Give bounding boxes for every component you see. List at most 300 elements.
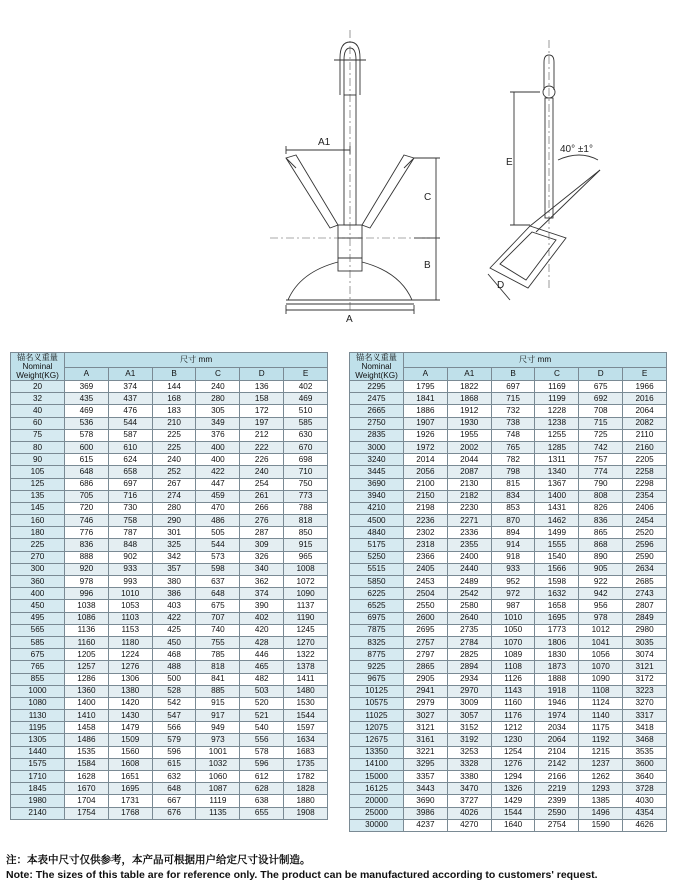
table-row bbox=[11, 515, 328, 527]
table-row bbox=[11, 697, 328, 709]
dimension-cell: 1480 bbox=[284, 685, 328, 697]
dimension-cell: 902 bbox=[108, 551, 152, 563]
dimension-cell: 1886 bbox=[404, 405, 448, 417]
dimension-cell: 3270 bbox=[623, 697, 667, 709]
dimension-cell: 1224 bbox=[108, 649, 152, 661]
dimension-cell: 276 bbox=[240, 515, 284, 527]
table-row bbox=[350, 527, 667, 539]
dimension-cell: 566 bbox=[152, 722, 196, 734]
table-row bbox=[350, 795, 667, 807]
dimension-cell: 1499 bbox=[535, 527, 579, 539]
dimension-cell: 488 bbox=[152, 661, 196, 673]
dimension-cell: 1286 bbox=[65, 673, 109, 685]
dimension-cell: 2634 bbox=[623, 563, 667, 575]
weight-cell: 450 bbox=[11, 600, 65, 612]
weight-cell: 40 bbox=[11, 405, 65, 417]
dimension-cell: 420 bbox=[240, 624, 284, 636]
dimension-cell: 2894 bbox=[447, 661, 491, 673]
dimension-cell: 309 bbox=[240, 539, 284, 551]
dimension-cell: 390 bbox=[240, 600, 284, 612]
dimension-cell: 136 bbox=[240, 381, 284, 393]
table-row bbox=[11, 636, 328, 648]
dimension-cell: 1126 bbox=[491, 673, 535, 685]
col-header: C bbox=[196, 367, 240, 380]
weight-cell: 15000 bbox=[350, 771, 404, 783]
dimension-cell: 3223 bbox=[623, 685, 667, 697]
weight-cell: 675 bbox=[11, 649, 65, 661]
col-header: B bbox=[491, 367, 535, 380]
dimension-cell: 1285 bbox=[535, 441, 579, 453]
dimension-cell: 815 bbox=[491, 478, 535, 490]
dimension-cell: 834 bbox=[491, 490, 535, 502]
dimension-cell: 757 bbox=[579, 454, 623, 466]
dimension-cell: 1907 bbox=[404, 417, 448, 429]
dimension-cell: 362 bbox=[240, 576, 284, 588]
dimension-cell: 3690 bbox=[404, 795, 448, 807]
dimension-cell: 1830 bbox=[535, 649, 579, 661]
weight-cell: 3445 bbox=[350, 466, 404, 478]
dimension-cell: 949 bbox=[196, 722, 240, 734]
dimension-cell: 740 bbox=[196, 624, 240, 636]
dimension-cell: 2056 bbox=[404, 466, 448, 478]
dimension-cell: 1828 bbox=[284, 783, 328, 795]
table-row bbox=[11, 429, 328, 441]
dimension-cell: 1008 bbox=[284, 563, 328, 575]
dimension-cell: 978 bbox=[65, 576, 109, 588]
dimension-cell: 632 bbox=[152, 771, 196, 783]
dimension-cell: 2130 bbox=[447, 478, 491, 490]
dimension-cell: 1806 bbox=[535, 636, 579, 648]
dimension-cell: 596 bbox=[152, 746, 196, 758]
dimension-cell: 1136 bbox=[65, 624, 109, 636]
table-row bbox=[11, 502, 328, 514]
dimension-cell: 342 bbox=[152, 551, 196, 563]
dimension-cell: 2542 bbox=[447, 588, 491, 600]
dimension-cell: 715 bbox=[579, 417, 623, 429]
dimension-cell: 787 bbox=[108, 527, 152, 539]
dimension-cell: 2236 bbox=[404, 515, 448, 527]
dimension-cell: 1032 bbox=[196, 758, 240, 770]
dimension-cell: 4626 bbox=[623, 819, 667, 831]
dimension-cell: 2980 bbox=[623, 624, 667, 636]
dimension-cell: 3074 bbox=[623, 649, 667, 661]
dimension-cell: 450 bbox=[152, 636, 196, 648]
weight-cell: 32 bbox=[11, 393, 65, 405]
weight-cell: 1305 bbox=[11, 734, 65, 746]
dimension-cell: 1262 bbox=[579, 771, 623, 783]
table-row bbox=[350, 819, 667, 831]
table-row bbox=[11, 758, 328, 770]
dimension-cell: 1380 bbox=[108, 685, 152, 697]
dimension-cell: 2797 bbox=[404, 649, 448, 661]
dimension-cell: 648 bbox=[196, 588, 240, 600]
dimension-cell: 1276 bbox=[108, 661, 152, 673]
dimension-cell: 2082 bbox=[623, 417, 667, 429]
weight-cell: 1845 bbox=[11, 783, 65, 795]
dimension-cell: 1400 bbox=[535, 490, 579, 502]
dimension-cell: 1086 bbox=[65, 612, 109, 624]
dimension-cell: 1544 bbox=[284, 710, 328, 722]
table-row bbox=[350, 576, 667, 588]
dimension-cell: 2640 bbox=[447, 612, 491, 624]
label-a1: A1 bbox=[318, 137, 331, 148]
dimension-cell: 973 bbox=[196, 734, 240, 746]
dimension-cell: 240 bbox=[196, 381, 240, 393]
weight-cell: 270 bbox=[11, 551, 65, 563]
dimension-cell: 446 bbox=[240, 649, 284, 661]
dimension-cell: 274 bbox=[152, 490, 196, 502]
dimension-cell: 578 bbox=[65, 429, 109, 441]
dimension-cell: 1841 bbox=[404, 393, 448, 405]
col-header: A bbox=[404, 367, 448, 380]
dimension-cell: 2489 bbox=[447, 576, 491, 588]
weight-cell: 90 bbox=[11, 454, 65, 466]
dimension-cell: 774 bbox=[579, 466, 623, 478]
dimension-cell: 1175 bbox=[579, 722, 623, 734]
weight-cell: 4840 bbox=[350, 527, 404, 539]
dimension-cell: 503 bbox=[240, 685, 284, 697]
dimension-cell: 3027 bbox=[404, 710, 448, 722]
dimension-cell: 1293 bbox=[579, 783, 623, 795]
table-row bbox=[350, 563, 667, 575]
dimension-cell: 386 bbox=[152, 588, 196, 600]
weight-cell: 4500 bbox=[350, 515, 404, 527]
dimension-cell: 765 bbox=[491, 441, 535, 453]
dimension-cell: 748 bbox=[491, 429, 535, 441]
dimension-cell: 1754 bbox=[65, 807, 109, 819]
dimension-cell: 1089 bbox=[491, 649, 535, 661]
dimension-cell: 705 bbox=[65, 490, 109, 502]
weight-cell: 1080 bbox=[11, 697, 65, 709]
weight-cell: 400 bbox=[11, 588, 65, 600]
dimension-cell: 240 bbox=[152, 454, 196, 466]
dimension-cell: 585 bbox=[284, 417, 328, 429]
dimension-cell: 325 bbox=[152, 539, 196, 551]
dimension-cell: 4354 bbox=[623, 807, 667, 819]
dimension-cell: 225 bbox=[152, 429, 196, 441]
dimension-cell: 692 bbox=[579, 393, 623, 405]
header-weight: 锚名义重量 Nominal Weight(KG) bbox=[350, 353, 404, 381]
dimension-cell: 1584 bbox=[65, 758, 109, 770]
dimension-cell: 848 bbox=[108, 539, 152, 551]
dimension-cell: 600 bbox=[65, 441, 109, 453]
dimension-cell: 3192 bbox=[447, 734, 491, 746]
weight-cell: 565 bbox=[11, 624, 65, 636]
dimension-cell: 2941 bbox=[404, 685, 448, 697]
dimension-cell: 1966 bbox=[623, 381, 667, 393]
anchor-crown bbox=[338, 225, 362, 271]
dimension-cell: 1311 bbox=[535, 454, 579, 466]
label-angle: 40° ±1° bbox=[560, 144, 593, 155]
dimension-cell: 1294 bbox=[491, 771, 535, 783]
dimension-cell: 2695 bbox=[404, 624, 448, 636]
dimension-cell: 1509 bbox=[108, 734, 152, 746]
dimension-cell: 1735 bbox=[284, 758, 328, 770]
dimension-cell: 836 bbox=[65, 539, 109, 551]
dimension-cell: 1070 bbox=[491, 636, 535, 648]
dimension-cell: 183 bbox=[152, 405, 196, 417]
dimension-cell: 917 bbox=[196, 710, 240, 722]
dimension-cell: 637 bbox=[196, 576, 240, 588]
dimension-cell: 2440 bbox=[447, 563, 491, 575]
weight-cell: 360 bbox=[11, 576, 65, 588]
dimension-cell: 2590 bbox=[535, 807, 579, 819]
table-row bbox=[11, 795, 328, 807]
dimension-cell: 2142 bbox=[535, 758, 579, 770]
dimension-cell: 380 bbox=[152, 576, 196, 588]
weight-cell: 105 bbox=[11, 466, 65, 478]
dimension-cell: 2014 bbox=[404, 454, 448, 466]
dimension-cell: 340 bbox=[240, 563, 284, 575]
dimension-cell: 402 bbox=[240, 612, 284, 624]
weight-cell: 2665 bbox=[350, 405, 404, 417]
dimension-cell: 267 bbox=[152, 478, 196, 490]
dimension-cell: 2198 bbox=[404, 502, 448, 514]
col-header: C bbox=[535, 367, 579, 380]
dimension-cell: 1199 bbox=[535, 393, 579, 405]
dimension-cell: 468 bbox=[152, 649, 196, 661]
dimension-cell: 2865 bbox=[404, 661, 448, 673]
dimension-cell: 933 bbox=[491, 563, 535, 575]
weight-cell: 5850 bbox=[350, 576, 404, 588]
dimension-cell: 667 bbox=[152, 795, 196, 807]
dimension-cell: 1479 bbox=[108, 722, 152, 734]
dimension-cell: 1228 bbox=[535, 405, 579, 417]
dimension-cell: 1090 bbox=[579, 673, 623, 685]
dimension-cell: 1731 bbox=[108, 795, 152, 807]
dimension-cell: 374 bbox=[240, 588, 284, 600]
dimension-cell: 1367 bbox=[535, 478, 579, 490]
weight-cell: 160 bbox=[11, 515, 65, 527]
dimension-cell: 1946 bbox=[535, 697, 579, 709]
dimension-cell: 1555 bbox=[535, 539, 579, 551]
dimension-cell: 1873 bbox=[535, 661, 579, 673]
dimension-cell: 1205 bbox=[65, 649, 109, 661]
table-row bbox=[350, 783, 667, 795]
weight-cell: 25000 bbox=[350, 807, 404, 819]
weight-cell: 135 bbox=[11, 490, 65, 502]
weight-cell: 20 bbox=[11, 381, 65, 393]
dimension-cell: 1255 bbox=[535, 429, 579, 441]
dimension-cell: 2150 bbox=[404, 490, 448, 502]
dimension-cell: 3057 bbox=[447, 710, 491, 722]
dimension-cell: 528 bbox=[152, 685, 196, 697]
dimension-cell: 3121 bbox=[623, 661, 667, 673]
dimension-cell: 732 bbox=[491, 405, 535, 417]
dimension-cell: 3328 bbox=[447, 758, 491, 770]
dimension-cell: 1190 bbox=[284, 612, 328, 624]
dimension-cell: 3121 bbox=[404, 722, 448, 734]
dimension-cell: 1103 bbox=[108, 612, 152, 624]
table-row bbox=[350, 746, 667, 758]
table-row bbox=[350, 771, 667, 783]
table-row bbox=[350, 600, 667, 612]
dimension-cell: 638 bbox=[240, 795, 284, 807]
dimension-cell: 2230 bbox=[447, 502, 491, 514]
dimension-cell: 725 bbox=[579, 429, 623, 441]
dimension-cell: 2970 bbox=[447, 685, 491, 697]
dimension-cell: 798 bbox=[491, 466, 535, 478]
dimension-cell: 1070 bbox=[579, 661, 623, 673]
dimension-cell: 1868 bbox=[447, 393, 491, 405]
weight-cell: 5515 bbox=[350, 563, 404, 575]
note-english: Note: The sizes of this table are for reference only. The product can be manufactured according to customers' request. bbox=[6, 869, 598, 881]
dimension-cell: 400 bbox=[196, 454, 240, 466]
dimension-cell: 469 bbox=[65, 405, 109, 417]
dimension-cell: 1192 bbox=[579, 734, 623, 746]
dimension-cell: 628 bbox=[240, 783, 284, 795]
dimension-cell: 1704 bbox=[65, 795, 109, 807]
dimension-cell: 1658 bbox=[535, 600, 579, 612]
dimension-cell: 240 bbox=[240, 466, 284, 478]
weight-cell: 1440 bbox=[11, 746, 65, 758]
dimension-cell: 742 bbox=[579, 441, 623, 453]
table-row bbox=[350, 734, 667, 746]
dimension-cell: 624 bbox=[108, 454, 152, 466]
dimension-cell: 698 bbox=[284, 454, 328, 466]
weight-cell: 300 bbox=[11, 563, 65, 575]
table-row bbox=[11, 405, 328, 417]
table-row bbox=[350, 393, 667, 405]
dimension-cell: 915 bbox=[196, 697, 240, 709]
weight-cell: 855 bbox=[11, 673, 65, 685]
dimension-cell: 305 bbox=[196, 405, 240, 417]
dimension-cell: 349 bbox=[196, 417, 240, 429]
dimension-cell: 1930 bbox=[447, 417, 491, 429]
dimension-cell: 428 bbox=[240, 636, 284, 648]
dimension-cell: 1385 bbox=[579, 795, 623, 807]
dimension-cell: 1496 bbox=[579, 807, 623, 819]
dimension-cell: 1628 bbox=[65, 771, 109, 783]
dimension-cell: 3009 bbox=[447, 697, 491, 709]
table-row bbox=[11, 478, 328, 490]
dimension-cell: 612 bbox=[240, 771, 284, 783]
dimension-cell: 2044 bbox=[447, 454, 491, 466]
dimension-cell: 476 bbox=[108, 405, 152, 417]
table-row bbox=[350, 405, 667, 417]
dimension-cell: 1768 bbox=[108, 807, 152, 819]
weight-cell: 13350 bbox=[350, 746, 404, 758]
dimension-cell: 2016 bbox=[623, 393, 667, 405]
dimension-cell: 3468 bbox=[623, 734, 667, 746]
dimension-cell: 1160 bbox=[491, 697, 535, 709]
dimension-cell: 357 bbox=[152, 563, 196, 575]
table-row bbox=[11, 441, 328, 453]
dimension-cell: 1257 bbox=[65, 661, 109, 673]
table-row bbox=[11, 783, 328, 795]
dimension-cell: 1340 bbox=[535, 466, 579, 478]
table-row bbox=[11, 746, 328, 758]
dimension-cell: 2366 bbox=[404, 551, 448, 563]
anchor-drawing bbox=[0, 0, 680, 345]
dimension-cell: 1254 bbox=[491, 746, 535, 758]
weight-cell: 16125 bbox=[350, 783, 404, 795]
weight-cell: 5250 bbox=[350, 551, 404, 563]
dimension-cell: 648 bbox=[152, 783, 196, 795]
dimension-cell: 3253 bbox=[447, 746, 491, 758]
dimension-cell: 818 bbox=[284, 515, 328, 527]
dimension-cell: 788 bbox=[284, 502, 328, 514]
dimension-cell: 2002 bbox=[447, 441, 491, 453]
table-row bbox=[11, 527, 328, 539]
dimension-cell: 1270 bbox=[284, 636, 328, 648]
table-row bbox=[350, 588, 667, 600]
dimension-cell: 890 bbox=[579, 551, 623, 563]
dimension-cell: 870 bbox=[491, 515, 535, 527]
dimension-cell: 2160 bbox=[623, 441, 667, 453]
dimension-cell: 905 bbox=[579, 563, 623, 575]
dimension-cell: 996 bbox=[65, 588, 109, 600]
dimension-cell: 1038 bbox=[65, 600, 109, 612]
dimension-cell: 1169 bbox=[535, 381, 579, 393]
dimension-cell: 922 bbox=[579, 576, 623, 588]
weight-cell: 3940 bbox=[350, 490, 404, 502]
dimension-cell: 918 bbox=[491, 551, 535, 563]
header-dims: 尺寸 mm bbox=[65, 353, 328, 368]
dimension-cell: 1010 bbox=[491, 612, 535, 624]
dimension-cell: 3535 bbox=[623, 746, 667, 758]
dimension-cell: 914 bbox=[491, 539, 535, 551]
dimension-cell: 1400 bbox=[65, 697, 109, 709]
weight-cell: 1575 bbox=[11, 758, 65, 770]
dimension-cell: 1050 bbox=[491, 624, 535, 636]
dimension-cell: 280 bbox=[152, 502, 196, 514]
dimension-cell: 1153 bbox=[108, 624, 152, 636]
weight-cell: 1710 bbox=[11, 771, 65, 783]
dimension-cell: 1695 bbox=[535, 612, 579, 624]
dimension-cell: 675 bbox=[579, 381, 623, 393]
dimension-cell: 1888 bbox=[535, 673, 579, 685]
dimension-cell: 865 bbox=[579, 527, 623, 539]
table-row bbox=[11, 710, 328, 722]
dimension-cell: 670 bbox=[284, 441, 328, 453]
table-row bbox=[11, 661, 328, 673]
dimension-cell: 1012 bbox=[579, 624, 623, 636]
dimension-cell: 226 bbox=[240, 454, 284, 466]
dimension-cell: 1108 bbox=[491, 661, 535, 673]
dimension-cell: 720 bbox=[65, 502, 109, 514]
dimension-cell: 790 bbox=[579, 478, 623, 490]
dimension-cell: 2298 bbox=[623, 478, 667, 490]
dimension-cell: 1566 bbox=[535, 563, 579, 575]
dimension-cell: 826 bbox=[579, 502, 623, 514]
dimension-cell: 470 bbox=[196, 502, 240, 514]
dimension-cell: 1795 bbox=[404, 381, 448, 393]
dimension-cell: 2406 bbox=[623, 502, 667, 514]
dimension-cell: 2757 bbox=[404, 636, 448, 648]
dimension-cell: 1053 bbox=[108, 600, 152, 612]
dimension-cell: 1137 bbox=[284, 600, 328, 612]
dimension-cell: 2849 bbox=[623, 612, 667, 624]
table-row bbox=[350, 466, 667, 478]
dimension-cell: 2318 bbox=[404, 539, 448, 551]
dimension-cell: 686 bbox=[65, 478, 109, 490]
dimension-cell: 648 bbox=[65, 466, 109, 478]
dimension-cell: 536 bbox=[65, 417, 109, 429]
dimension-cell: 1108 bbox=[579, 685, 623, 697]
weight-cell: 125 bbox=[11, 478, 65, 490]
dimension-cell: 4270 bbox=[447, 819, 491, 831]
col-header: A1 bbox=[447, 367, 491, 380]
dimension-cell: 3418 bbox=[623, 722, 667, 734]
dimension-cell: 1411 bbox=[284, 673, 328, 685]
dimension-cell: 500 bbox=[152, 673, 196, 685]
dimension-cell: 630 bbox=[284, 429, 328, 441]
dimension-cell: 2336 bbox=[447, 527, 491, 539]
dimension-cell: 3357 bbox=[404, 771, 448, 783]
dimension-cell: 952 bbox=[491, 576, 535, 588]
dimension-cell: 1670 bbox=[65, 783, 109, 795]
